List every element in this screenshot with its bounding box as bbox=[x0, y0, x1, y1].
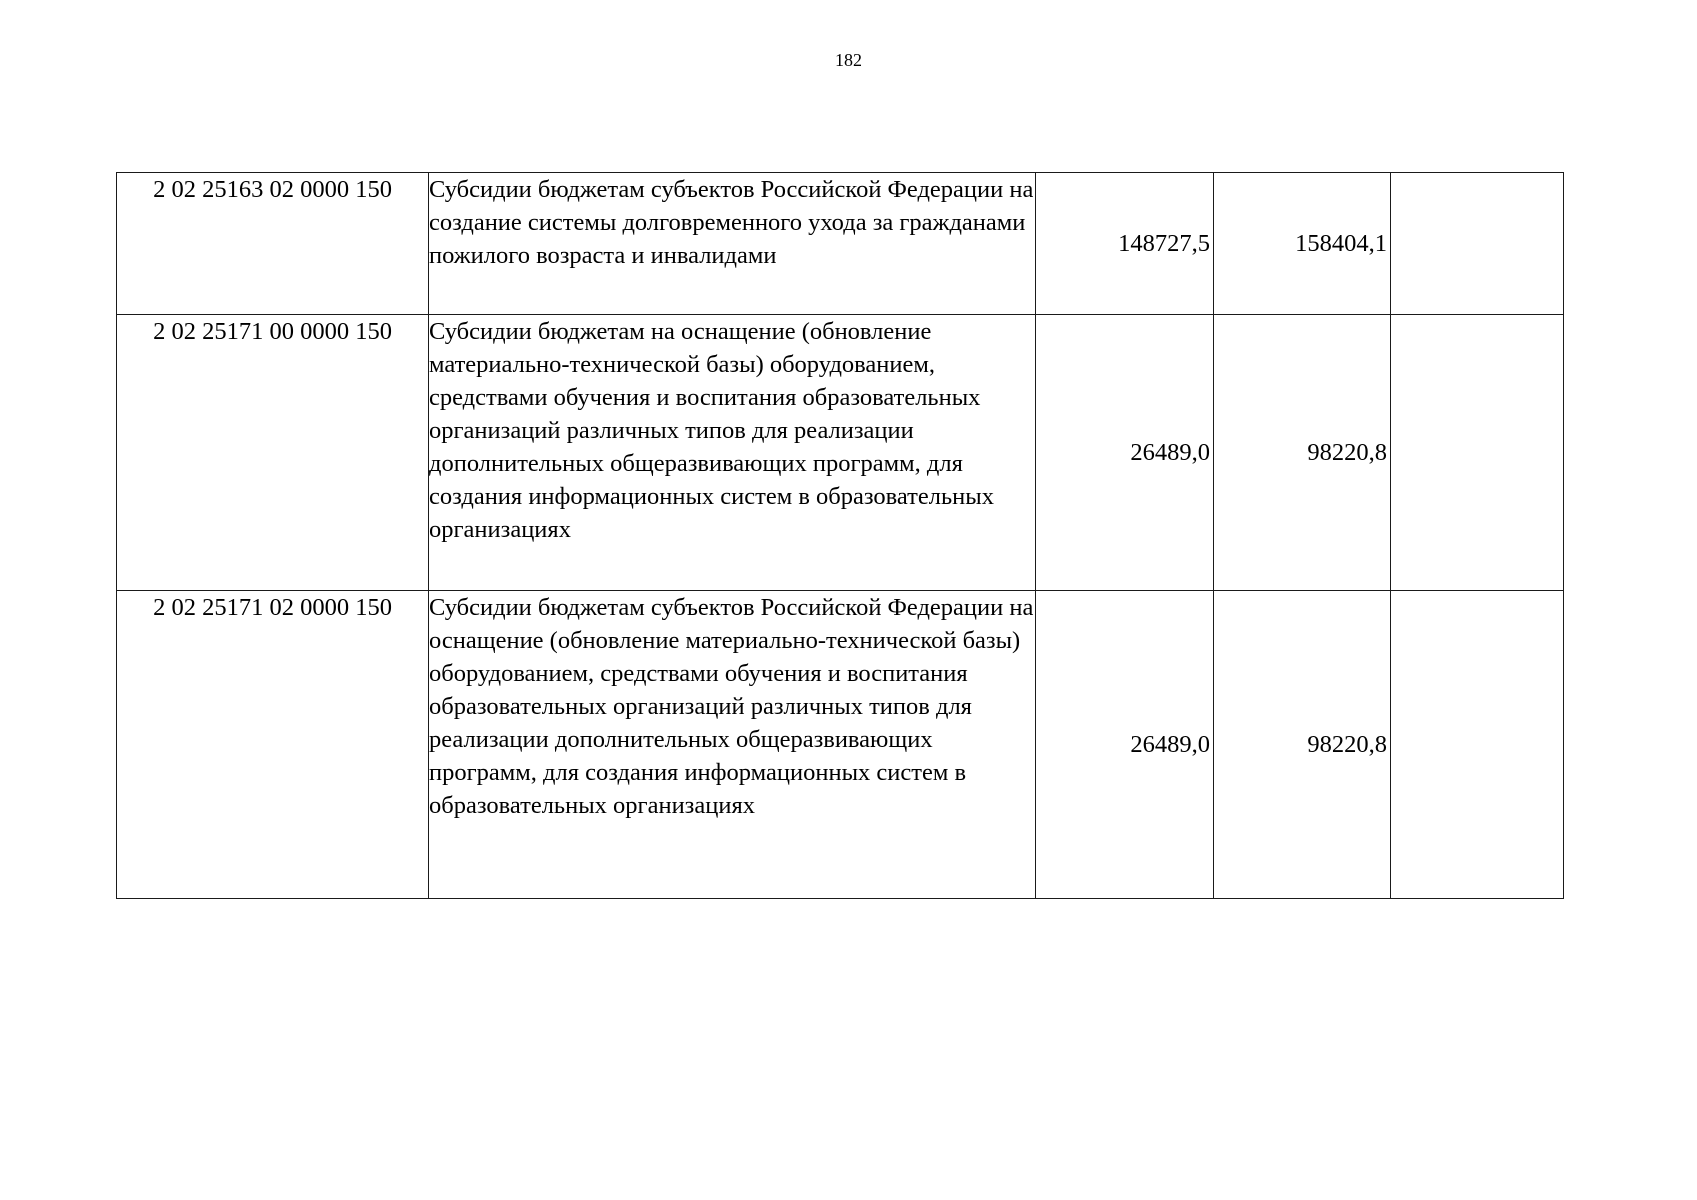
amount-cell-2: 98220,8 bbox=[1214, 591, 1391, 899]
amount-cell-1: 26489,0 bbox=[1036, 591, 1214, 899]
revenue-description: Субсидии бюджетам на оснащение (обновление материально-технической базы) оборудованием, средствами обучения и воспитания образовательных организаций различных типов для реализации дополнительных общеразвивающих программ, для создания информационных систем в образовательных организациях bbox=[429, 315, 1036, 591]
table-row bbox=[117, 173, 1564, 315]
budget-classification-code: 2 02 25163 02 0000 150 bbox=[117, 173, 429, 315]
amount-cell-3 bbox=[1391, 173, 1564, 315]
budget-revenue-table bbox=[116, 172, 1564, 899]
amount-cell-2: 158404,1 bbox=[1214, 173, 1391, 315]
budget-classification-code: 2 02 25171 02 0000 150 bbox=[117, 591, 429, 899]
amount-cell-2: 98220,8 bbox=[1214, 315, 1391, 591]
amount-cell-1: 26489,0 bbox=[1036, 315, 1214, 591]
revenue-description: Субсидии бюджетам субъектов Российской Федерации на создание системы долговременного ухода за гражданами пожилого возраста и инвалидами bbox=[429, 173, 1036, 315]
amount-cell-3 bbox=[1391, 591, 1564, 899]
page-number: 182 bbox=[835, 50, 862, 70]
revenue-description: Субсидии бюджетам субъектов Российской Федерации на оснащение (обновление материально-технической базы) оборудованием, средствами обучения и воспитания образовательных организаций различных типов для реализации дополнительных общеразвивающих программ, для создания информационных систем в образовательных организациях bbox=[429, 591, 1036, 899]
amount-cell-1: 148727,5 bbox=[1036, 173, 1214, 315]
budget-classification-code: 2 02 25171 00 0000 150 bbox=[117, 315, 429, 591]
amount-cell-3 bbox=[1391, 315, 1564, 591]
table-row bbox=[117, 591, 1564, 899]
table-row bbox=[117, 315, 1564, 591]
